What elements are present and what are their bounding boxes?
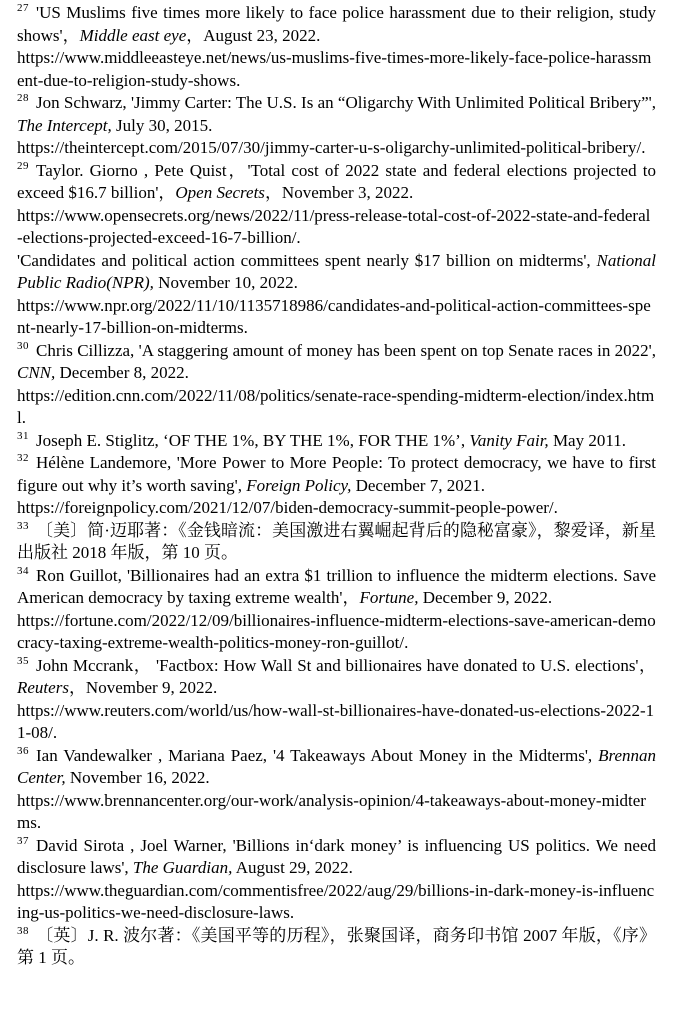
footnote-url: https://www.middleeasteye.net/news/us-muslims-five-times-more-likely-face-police-harassment-due-to-religion-study-shows. xyxy=(17,48,652,90)
footnote xyxy=(17,835,656,925)
footnote-number: 36 xyxy=(17,744,29,757)
footnote-number: 27 xyxy=(17,2,29,15)
footnote-text: Joseph E. Stiglitz, ‘OF THE 1%, BY THE 1%, FOR THE 1%’, xyxy=(36,430,470,450)
footnote-source-italic: Open Secrets xyxy=(175,183,265,202)
footnote-source-italic: Foreign Policy, xyxy=(246,475,352,495)
footnotes-list xyxy=(17,2,656,970)
footnote xyxy=(17,340,656,430)
footnote-text: November 10, 2022. xyxy=(153,273,298,292)
footnote-text: ，November 3, 2022. xyxy=(264,183,414,202)
footnote-text: David Sirota , Joel Warner, 'Billions in‘dark money’ is influencing US politics. We need disclosure laws', xyxy=(17,835,656,877)
footnote-text: Jon Schwarz, 'Jimmy Carter: The U.S. Is an “Oligarchy With Unlimited Political Bribery”', xyxy=(36,93,656,112)
footnote-source-italic: Reuters xyxy=(17,678,69,697)
footnote-source-italic: The Guardian, xyxy=(132,858,233,877)
footnote xyxy=(17,452,656,520)
footnote-text: December 9, 2022. xyxy=(418,588,553,607)
footnote-number: 31 xyxy=(17,429,29,442)
footnote-url: https://www.opensecrets.org/news/2022/11/press-release-total-cost-of-2022-state-and-federal-elections-projected-exceed-16-7-billion/. xyxy=(17,205,651,247)
footnote-number: 30 xyxy=(17,339,29,352)
footnote-text: 〔美〕简·迈耶著：《金钱暗流：美国激进右翼崛起背后的隐秘富豪》，黎爱译，新星出版社 2018 年版，第 10 页。 xyxy=(17,520,656,562)
footnote-text: November 16, 2022. xyxy=(65,768,210,787)
footnote xyxy=(17,160,656,340)
footnote-text: Ron Guillot, 'Billionaires had an extra $1 trillion to influence the midterm elections. Save American democracy by taxing extreme wealth'， xyxy=(17,565,656,607)
footnote-url: https://theintercept.com/2015/07/30/jimmy-carter-u-s-oligarchy-unlimited-political-bribery/. xyxy=(17,138,646,157)
footnote-number: 32 xyxy=(17,452,29,465)
footnote xyxy=(17,925,656,970)
footnote-text: December 8, 2022. xyxy=(55,363,189,382)
footnote-source-italic: CNN, xyxy=(17,363,56,382)
footnote-number: 34 xyxy=(17,564,29,577)
footnote-text: August 29, 2022. xyxy=(232,858,353,877)
footnote-number: 29 xyxy=(17,159,29,172)
footnote-number: 37 xyxy=(17,834,29,847)
footnote xyxy=(17,520,656,565)
footnote xyxy=(17,92,656,160)
footnote-url: https://fortune.com/2022/12/09/billionaires-influence-midterm-elections-save-american-democracy-taxing-extreme-wealth-politics-money-ron-guillot/. xyxy=(17,610,656,652)
footnote-text: 〔英〕J. R. 波尔著：《美国平等的历程》，张聚国译，商务印书馆 2007 年版，《序》第 1 页。 xyxy=(17,925,656,967)
footnote-number: 28 xyxy=(17,92,29,105)
footnote-number: 33 xyxy=(17,519,29,532)
footnote-url: https://foreignpolicy.com/2021/12/07/biden-democracy-summit-people-power/. xyxy=(17,498,558,517)
footnote-source-italic: Middle east eye xyxy=(79,25,187,45)
footnote-source-italic: Fortune, xyxy=(359,588,419,607)
footnote-text: John Mccrank， 'Factbox: How Wall St and billionaires have donated to U.S. elections'， xyxy=(36,655,656,675)
footnote-source-italic: Brennan Center, xyxy=(17,745,656,787)
footnote-text: Taylor. Giorno , Pete Quist，'Total cost of 2022 state and federal elections projected to exceed $16.7 billion'， xyxy=(17,160,656,202)
footnote-text: ，November 9, 2022. xyxy=(68,678,218,697)
footnote-number: 38 xyxy=(17,924,29,937)
footnote-text: Ian Vandewalker , Mariana Paez, '4 Takeaways About Money in the Midterms', xyxy=(36,745,599,765)
footnote-url: https://www.npr.org/2022/11/10/1135718986/candidates-and-political-action-committees-spent-nearly-17-billion-on-midterms. xyxy=(17,295,651,337)
footnote-text: 'US Muslims five times more likely to face police harassment due to their religion, study shows'， xyxy=(17,3,656,45)
footnote xyxy=(17,565,656,655)
footnote xyxy=(17,655,656,745)
footnote xyxy=(17,430,656,453)
footnote-url: https://www.reuters.com/world/us/how-wall-st-billionaires-have-donated-us-elections-2022-11-08/. xyxy=(17,700,655,742)
footnote-source-italic: National Public Radio(NPR), xyxy=(17,250,656,292)
footnote xyxy=(17,2,656,92)
footnote xyxy=(17,745,656,835)
footnote-text: December 7, 2021. xyxy=(351,475,485,495)
footnote-url: https://www.brennancenter.org/our-work/analysis-opinion/4-takeaways-about-money-midterms. xyxy=(17,790,646,832)
footnote-url: https://www.theguardian.com/commentisfree/2022/aug/29/billions-in-dark-money-is-influencing-us-politics-we-need-disclosure-laws. xyxy=(17,880,655,922)
footnote-text: ，August 23, 2022. xyxy=(186,25,321,45)
footnote-text: July 30, 2015. xyxy=(111,115,213,135)
footnote-text: May 2011. xyxy=(548,430,626,450)
footnote-number: 35 xyxy=(17,654,29,667)
footnote-text: Hélène Landemore, 'More Power to More People: To protect democracy, we have to first figure out why it’s worth saving', xyxy=(17,453,656,495)
footnote-source-italic: The Intercept, xyxy=(17,115,112,135)
footnote-text: Chris Cillizza, 'A staggering amount of money has been spent on top Senate races in 2022', xyxy=(36,340,656,360)
footnote-url: https://edition.cnn.com/2022/11/08/politics/senate-race-spending-midterm-election/index.html. xyxy=(17,385,655,427)
footnote-text: 'Candidates and political action committees spent nearly $17 billion on midterms', xyxy=(17,250,597,270)
footnote-source-italic: Vanity Fair, xyxy=(469,430,549,450)
